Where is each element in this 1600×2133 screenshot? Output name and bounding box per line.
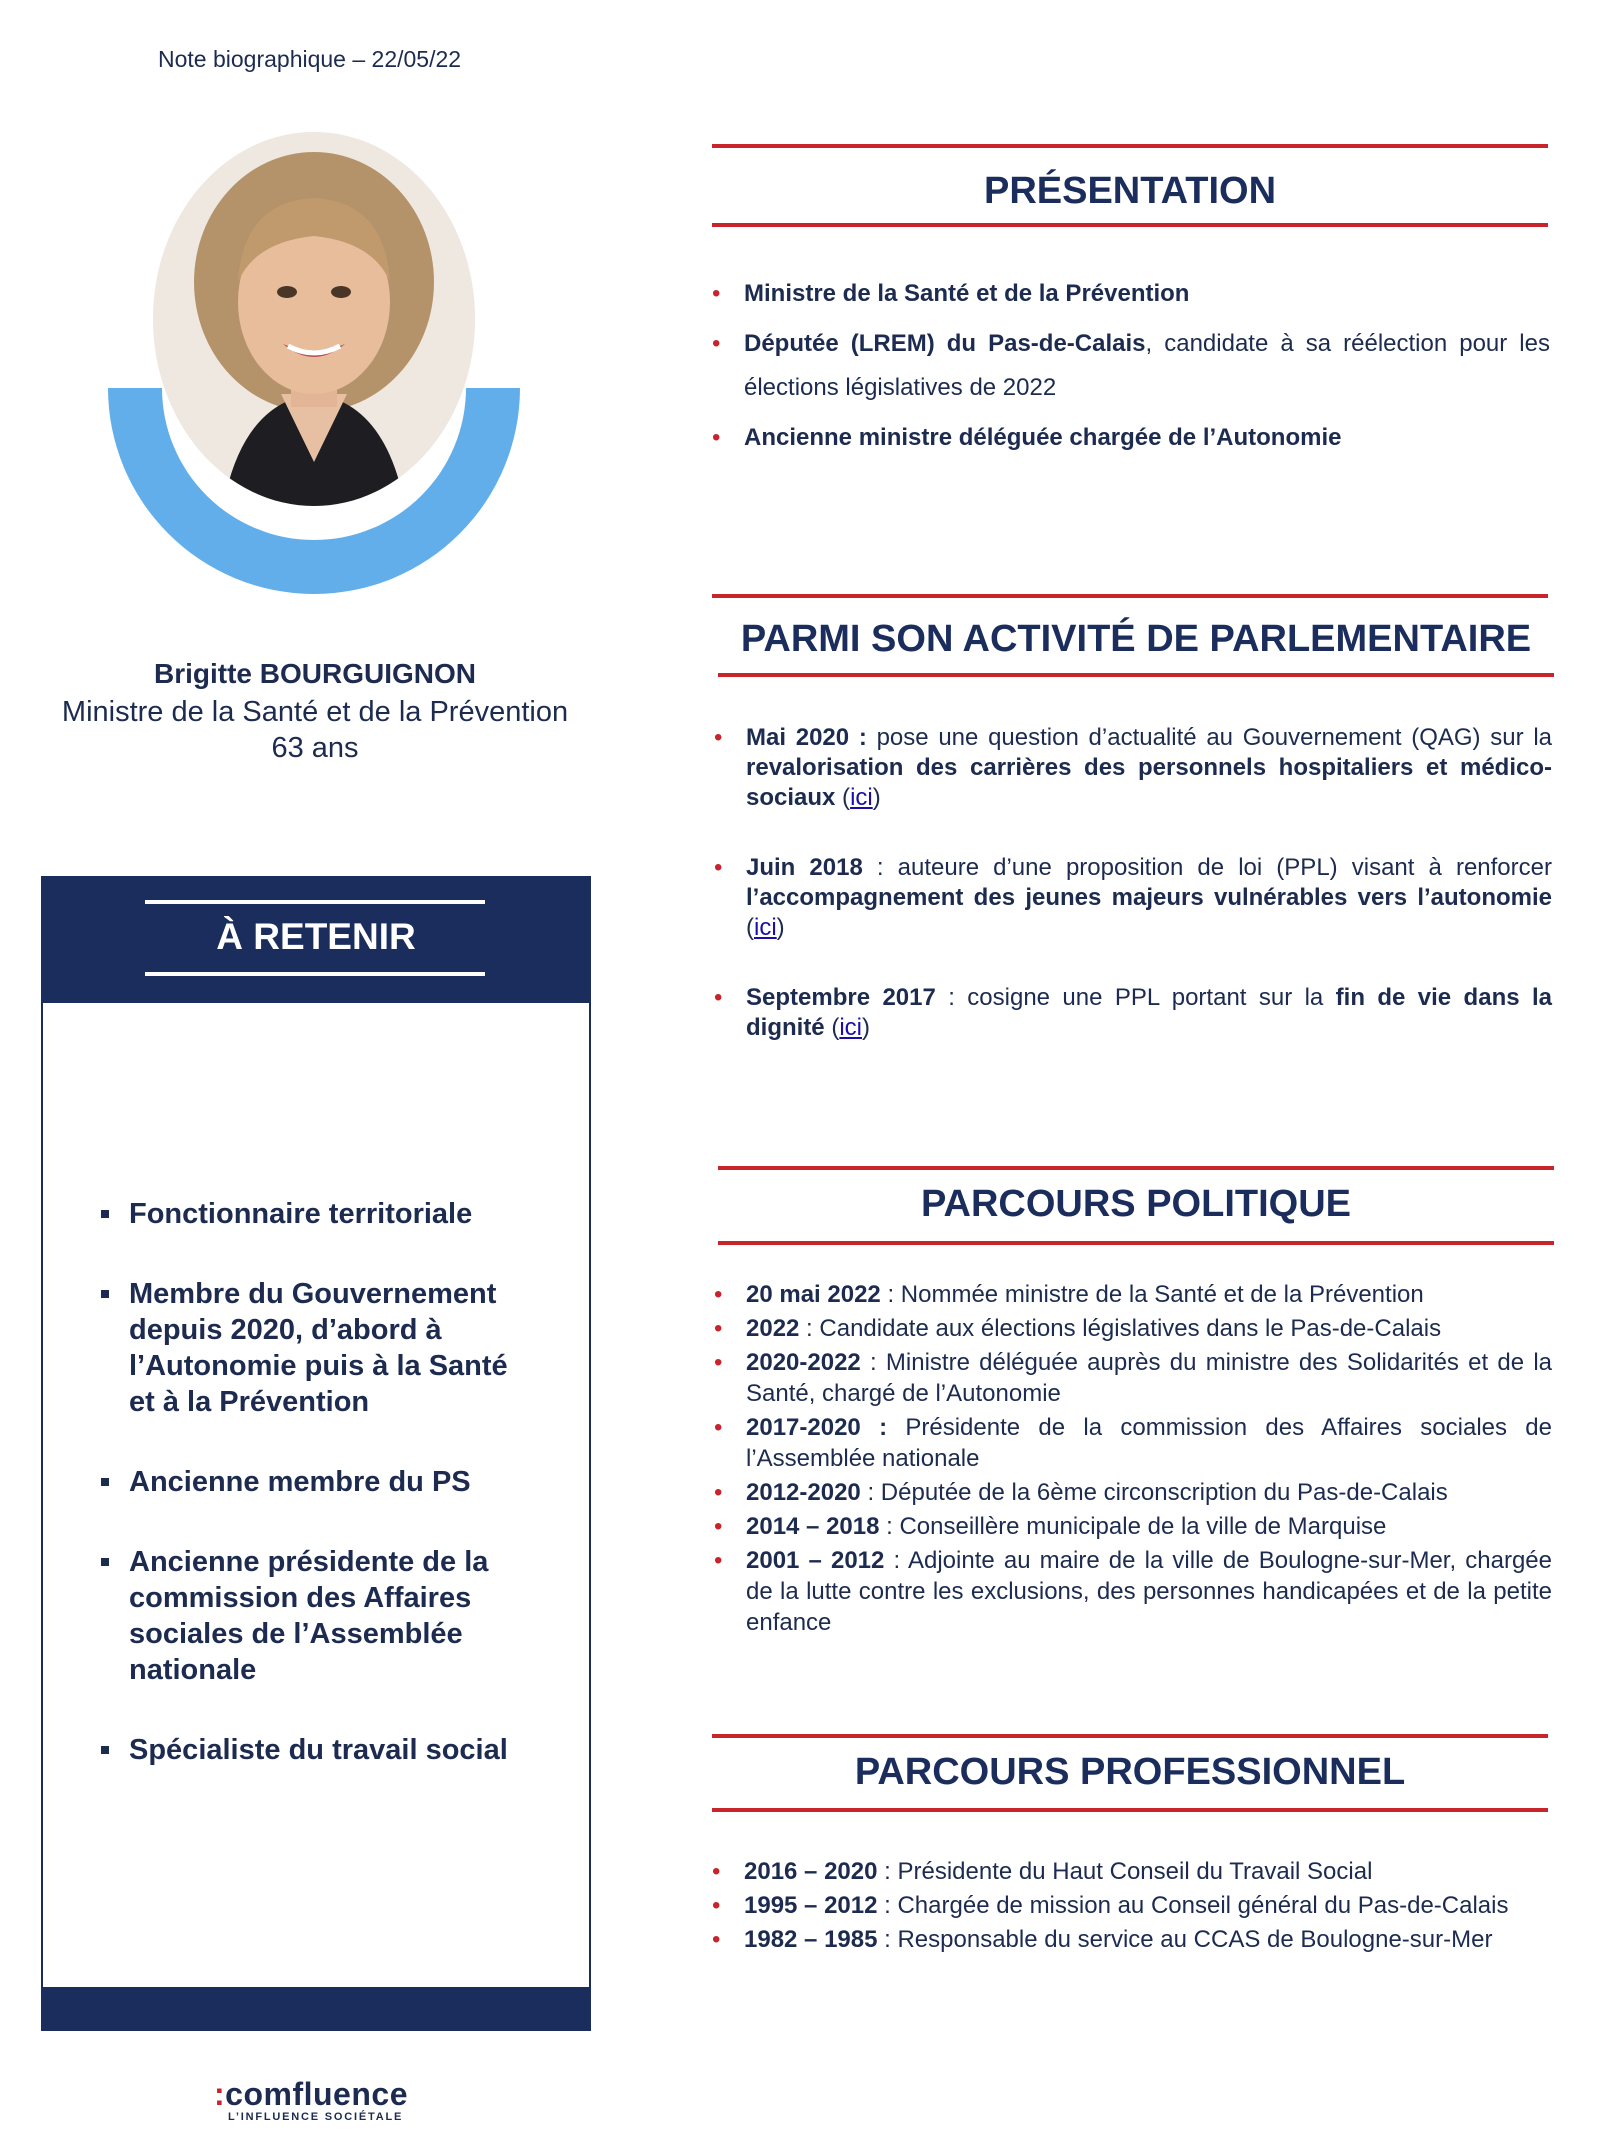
key-point-item: Ancienne présidente de la commission des Affaires sociales de l’Assemblée nationale <box>101 1544 541 1688</box>
political-top-rule <box>718 1166 1554 1170</box>
presentation-bottom-rule <box>712 223 1548 227</box>
key-point-item: Spécialiste du travail social <box>101 1732 541 1768</box>
comfluence-logo: :comfluence L’INFLUENCE SOCIÉTALE <box>214 2076 408 2123</box>
key-points-header <box>41 876 591 1003</box>
political-item: • 2020-2022 : Ministre déléguée auprès du ministre des Solidarités et de la Santé, chargé de l’Autonomie <box>714 1347 1552 1409</box>
political-item: • 2014 – 2018 : Conseillère municipale de la ville de Marquise <box>714 1511 1552 1542</box>
presentation-top-rule <box>712 144 1548 148</box>
professional-list <box>712 1856 1550 1958</box>
presentation-item: • Ancienne ministre déléguée chargée de l’Autonomie <box>712 416 1550 460</box>
document-header-note: Note biographique – 22/05/22 <box>158 46 462 72</box>
political-bottom-rule <box>718 1241 1554 1245</box>
portrait <box>108 132 520 594</box>
presentation-title: PRÉSENTATION <box>983 170 1277 212</box>
key-points-bottom-rule <box>145 972 485 976</box>
source-link[interactable]: ici <box>850 784 873 811</box>
professional-top-rule <box>712 1734 1548 1738</box>
activity-title: PARMI SON ACTIVITÉ DE PARLEMENTAIRE <box>740 618 1532 660</box>
presentation-item: • Députée (LREM) du Pas-de-Calais, candidate à sa réélection pour les élections législatives de 2022 <box>712 322 1550 410</box>
profile-photo <box>153 132 475 506</box>
professional-item: • 2016 – 2020 : Présidente du Haut Conseil du Travail Social <box>712 1856 1550 1887</box>
key-point-item: Membre du Gouvernement depuis 2020, d’abord à l’Autonomie puis à la Santé et à la Prévention <box>101 1276 541 1420</box>
key-points-box <box>41 876 591 2031</box>
political-item: • 20 mai 2022 : Nommée ministre de la Santé et de la Prévention <box>714 1279 1552 1310</box>
key-point-item: Ancienne membre du PS <box>101 1464 541 1500</box>
presentation-list <box>712 272 1550 466</box>
activity-item: • Juin 2018 : auteure d’une proposition de loi (PPL) visant à renforcer l’accompagnement des jeunes majeurs vulnérables vers l’autonomie (ici) <box>714 853 1552 943</box>
activity-item: • Mai 2020 : pose une question d’actualité au Gouvernement (QAG) sur la revalorisation des carrières des personnels hospitaliers et médico-sociaux (ici) <box>714 723 1552 813</box>
activity-top-rule <box>712 594 1548 598</box>
activity-list <box>714 723 1552 1083</box>
political-item: • 2012-2020 : Députée de la 6ème circonscription du Pas-de-Calais <box>714 1477 1552 1508</box>
political-item: • 2022 : Candidate aux élections législatives dans le Pas-de-Calais <box>714 1313 1552 1344</box>
person-name: Brigitte BOURGUIGNON <box>154 658 476 689</box>
key-point-item: Fonctionnaire territoriale <box>101 1196 541 1232</box>
political-item: • 2017-2020 : Présidente de la commission des Affaires sociales de l’Assemblée nationale <box>714 1412 1552 1474</box>
activity-item: • Septembre 2017 : cosigne une PPL portant sur la fin de vie dans la dignité (ici) <box>714 983 1552 1043</box>
professional-bottom-rule <box>712 1808 1548 1812</box>
key-points-title: À RETENIR <box>216 916 416 957</box>
source-link[interactable]: ici <box>839 1014 862 1041</box>
key-points-top-rule <box>145 900 485 904</box>
source-link[interactable]: ici <box>754 914 777 941</box>
professional-item: • 1982 – 1985 : Responsable du service au CCAS de Boulogne-sur-Mer <box>712 1924 1550 1955</box>
activity-bottom-rule <box>718 673 1554 677</box>
professional-item: • 1995 – 2012 : Chargée de mission au Conseil général du Pas-de-Calais <box>712 1890 1550 1921</box>
key-points-list <box>101 1196 541 1812</box>
presentation-item: • Ministre de la Santé et de la Prévention <box>712 272 1550 316</box>
political-title: PARCOURS POLITIQUE <box>921 1183 1351 1225</box>
person-age: 63 ans <box>271 732 359 764</box>
key-points-footer-bar <box>41 1987 591 2031</box>
professional-title: PARCOURS PROFESSIONNEL <box>854 1751 1406 1793</box>
political-list <box>714 1279 1552 1641</box>
political-item: • 2001 – 2012 : Adjointe au maire de la ville de Boulogne-sur-Mer, chargée de la lutte contre les exclusions, des personnes handicapées et de la petite enfance <box>714 1545 1552 1638</box>
person-role: Ministre de la Santé et de la Prévention <box>61 696 569 728</box>
